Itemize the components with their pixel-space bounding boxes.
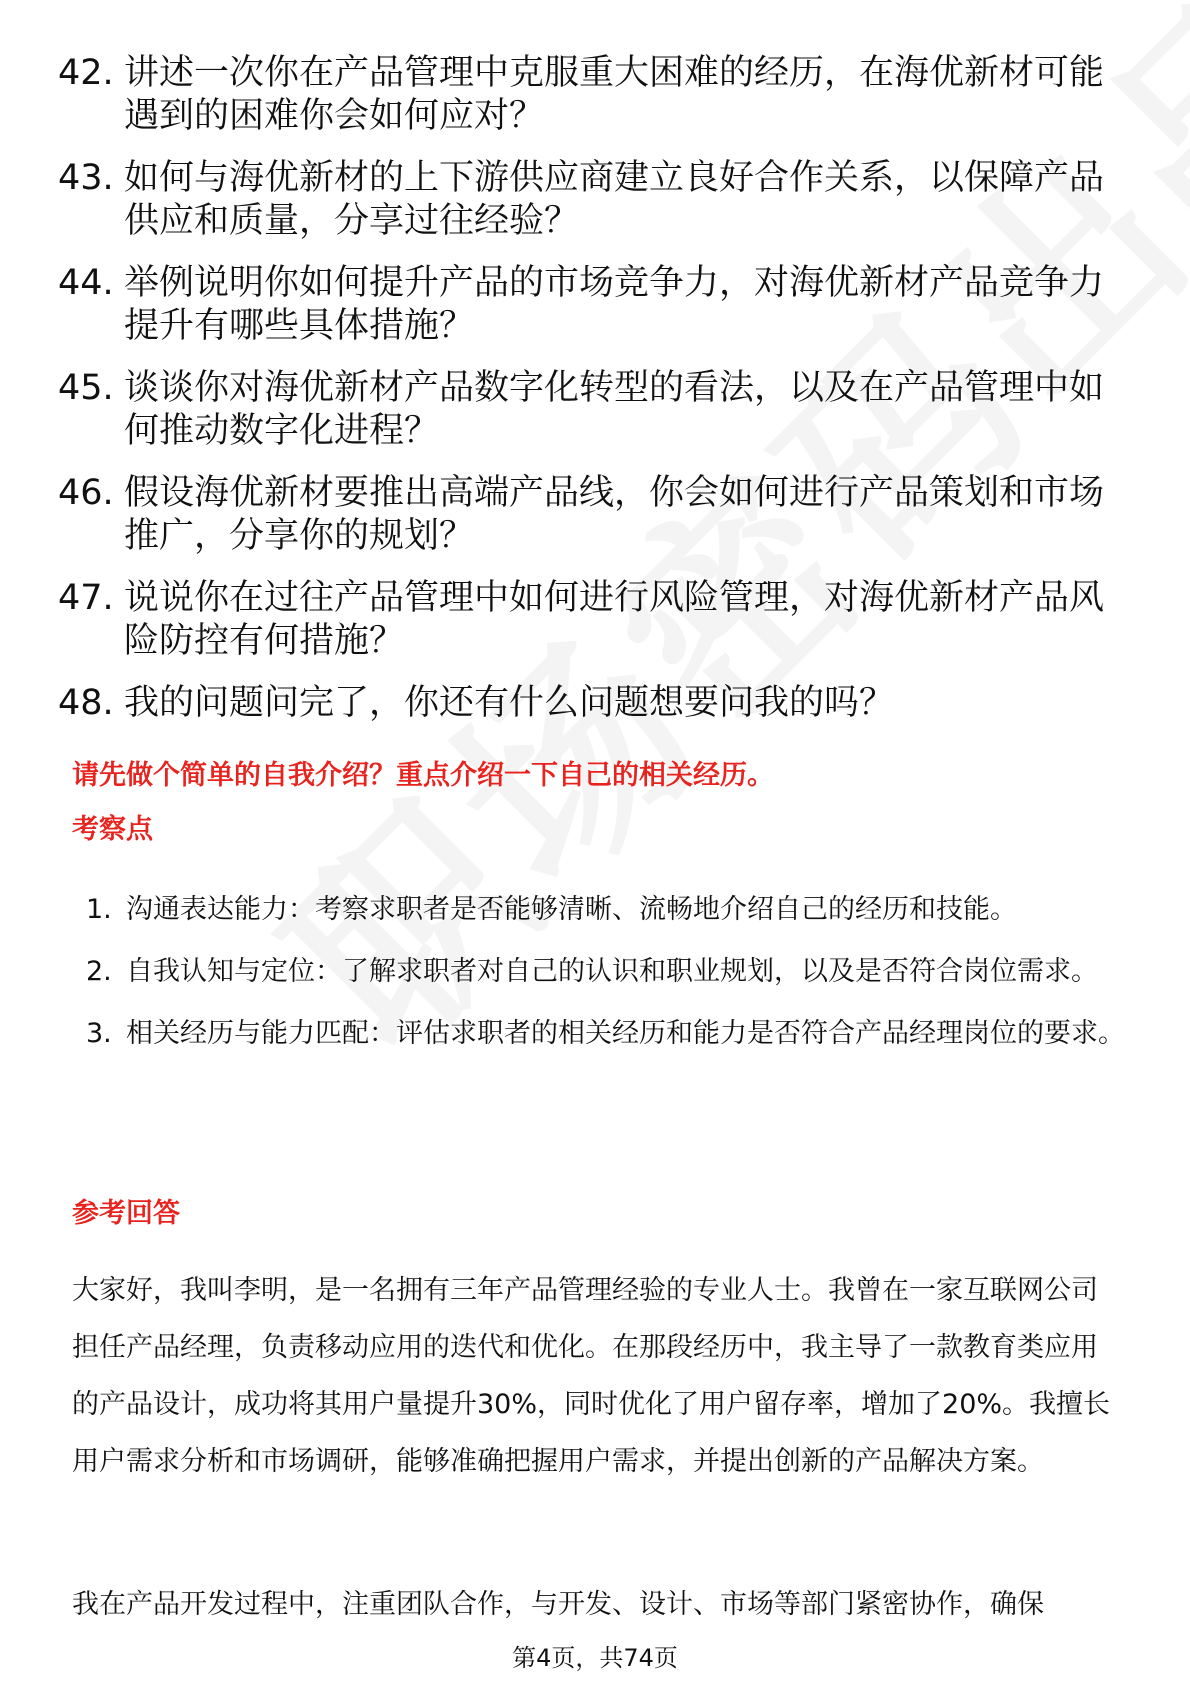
points-heading: 考察点: [72, 814, 153, 845]
list-item: [58, 682, 1138, 725]
answer-paragraph: 大家好，我叫李明，是一名拥有三年产品管理经验的专业人士。我曾在一家互联网公司担任产品经理，负责移动应用的迭代和优化。在那段经历中，我主导了一款教育类应用的产品设计，成功将其用户量提升30%，同时优化了用户留存率，增加了20%。我擅长用户需求分析和市场调研，能够准确把握用户需求，并提出创新的产品解决方案。: [72, 1275, 1111, 1477]
question-list: [58, 52, 1138, 744]
answer-heading: 参考回答: [72, 1198, 180, 1229]
question-text: 说说你在过往产品管理中如何进行风险管理，对海优新材产品风险防控有何措施？: [124, 578, 1105, 661]
question-number: 47.: [58, 578, 114, 618]
list-item: [58, 367, 1138, 453]
question-number: 48.: [58, 683, 114, 723]
list-item: [86, 943, 1126, 1000]
list-item: [58, 52, 1138, 138]
point-text: 自我认知与定位：了解求职者对自己的认识和职业规划，以及是否符合岗位需求。: [126, 956, 1098, 987]
question-text: 如何与海优新材的上下游供应商建立良好合作关系，以保障产品供应和质量，分享过往经验？: [124, 158, 1105, 241]
point-number: 2.: [86, 956, 112, 987]
point-number: 1.: [86, 894, 112, 925]
section-question-heading: 请先做个简单的自我介绍？重点介绍一下自己的相关经历。: [72, 760, 774, 791]
question-text: 谈谈你对海优新材产品数字化转型的看法，以及在产品管理中如何推动数字化进程？: [124, 368, 1105, 451]
list-item: [58, 157, 1138, 243]
answer-paragraph: 我在产品开发过程中，注重团队合作，与开发、设计、市场等部门紧密协作，确保: [72, 1589, 1044, 1620]
list-item: [86, 1005, 1126, 1062]
points-list: [86, 881, 1126, 1067]
question-number: 44.: [58, 263, 114, 303]
point-text: 相关经历与能力匹配：评估求职者的相关经历和能力是否符合产品经理岗位的要求。: [126, 1018, 1125, 1049]
list-item: [58, 262, 1138, 348]
question-text: 假设海优新材要推出高端产品线，你会如何进行产品策划和市场推广，分享你的规划？: [124, 473, 1105, 556]
question-number: 43.: [58, 158, 114, 198]
question-text: 举例说明你如何提升产品的市场竞争力，对海优新材产品竞争力提升有哪些具体措施？: [124, 263, 1105, 346]
question-text: 我的问题问完了，你还有什么问题想要问我的吗？: [124, 683, 895, 723]
page-footer: 第4页，共74页: [512, 1644, 678, 1672]
question-number: 45.: [58, 368, 114, 408]
question-text: 讲述一次你在产品管理中克服重大困难的经历，在海优新材可能遇到的困难你会如何应对？: [124, 53, 1105, 136]
question-number: 46.: [58, 473, 114, 513]
point-text: 沟通表达能力：考察求职者是否能够清晰、流畅地介绍自己的经历和技能。: [126, 894, 1017, 925]
list-item: [58, 472, 1138, 558]
question-number: 42.: [58, 53, 114, 93]
point-number: 3.: [86, 1018, 112, 1049]
list-item: [58, 577, 1138, 663]
list-item: [86, 881, 1126, 938]
